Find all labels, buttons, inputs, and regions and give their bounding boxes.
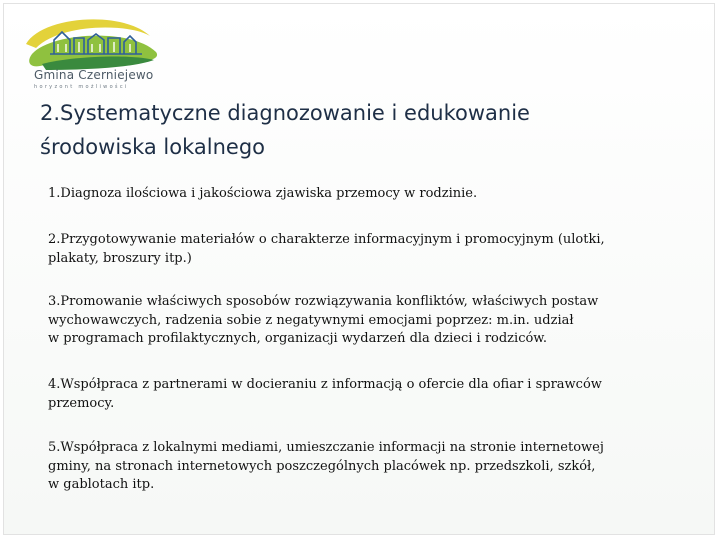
list-item-line: w programach profilaktycznych, organizacji wydarzeń dla dzieci i rodziców. [48, 331, 548, 346]
list-item [48, 293, 598, 349]
slide-title-line-2: środowiska lokalnego [40, 135, 266, 159]
list-item-line: 2.Przygotowywanie materiałów o charakterze informacyjnym i promocyjnym (ulotki, [48, 232, 605, 247]
list-item-line: 4.Współpraca z partnerami w docieraniu z informacją o ofercie dla ofiar i sprawców [48, 377, 602, 392]
list-item [48, 185, 477, 204]
logo-tagline: horyzont możliwości [34, 84, 129, 90]
list-item [48, 231, 605, 268]
list-item-line: w gablotach itp. [48, 477, 155, 492]
list-item-line: plakaty, broszury itp.) [48, 250, 192, 266]
list-item-line: 5.Współpraca z lokalnymi mediami, umieszczanie informacji na stronie internetowej [48, 440, 604, 455]
slide-title [40, 96, 680, 164]
slide-frame [3, 3, 715, 535]
list-item-line: 3.Promowanie właściwych sposobów rozwiązywania konfliktów, właściwych postaw [48, 294, 599, 309]
list-item-line: przemocy. [48, 395, 115, 411]
list-item-line: 1.Diagnoza ilościowa i jakościowa zjawiska przemocy w rodzinie. [48, 186, 478, 201]
slide-title-line-1: 2.Systematyczne diagnozowanie i edukowanie [40, 101, 530, 125]
list-item [48, 376, 602, 413]
list-item-line: wychowawczych, radzenia sobie z negatywnymi emocjami poprzez: m.in. udział [48, 312, 574, 328]
list-item-line: gminy, na stronach internetowych poszczególnych placówek np. przedszkoli, szkół, [48, 458, 596, 474]
logo-name: Gmina Czerniejewo [34, 68, 154, 82]
list-item [48, 439, 604, 495]
